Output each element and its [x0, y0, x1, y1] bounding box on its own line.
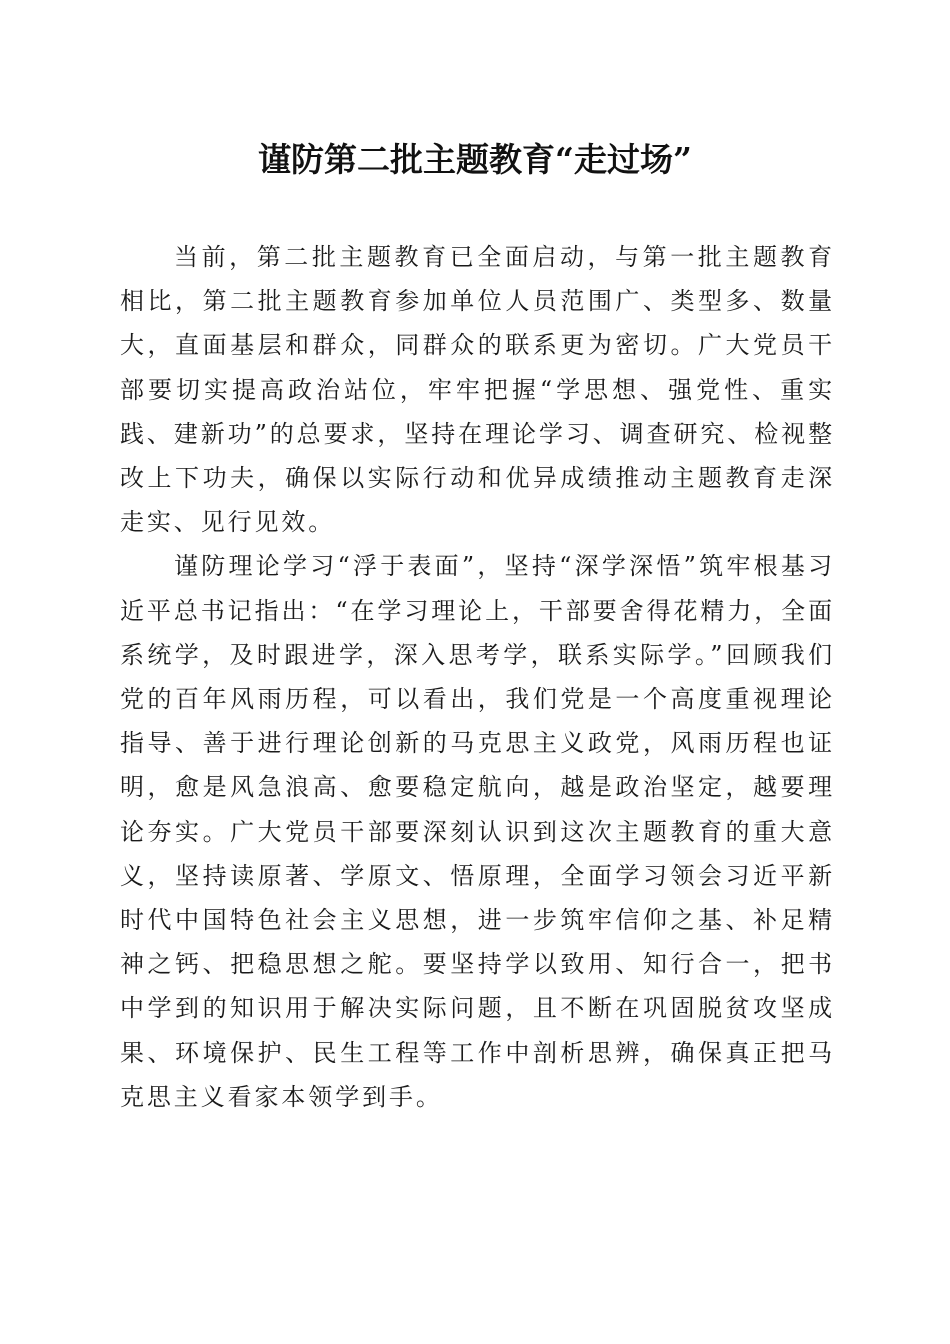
- paragraph-intro: 当前，第二批主题教育已全面启动，与第一批主题教育相比，第二批主题教育参加单位人员范围广、类型多、数量大，直面基层和群众，同群众的联系更为密切。广大党员干部要切实提高政治站位，牢牢把握“学思想、强党性、重实践、建新功”的总要求，坚持在理论学习、调查研究、检视整改上下功夫，确保以实际行动和优异成绩推动主题教育走深走实、见行见效。: [120, 243, 835, 537]
- document-body: [120, 235, 835, 1119]
- document-title: 谨防第二批主题教育“走过场”: [258, 140, 692, 179]
- paragraph-theory-study: 谨防理论学习“浮于表面”，坚持“深学深悟”筑牢根基习近平总书记指出：“在学习理论上，干部要舍得花精力，全面系统学，及时跟进学，深入思考学，联系实际学。”回顾我们党的百年风雨历程，可以看出，我们党是一个高度重视理论指导、善于进行理论创新的马克思主义政党，风雨历程也证明，愈是风急浪高、愈要稳定航向，越是政治坚定，越要理论夯实。广大党员干部要深刻认识到这次主题教育的重大意义，坚持读原著、学原文、悟原理，全面学习领会习近平新时代中国特色社会主义思想，进一步筑牢信仰之基、补足精神之钙、把稳思想之舵。要坚持学以致用、知行合一，把书中学到的知识用于解决实际问题，且不断在巩固脱贫攻坚成果、环境保护、民生工程等工作中剖析思辨，确保真正把马克思主义看家本领学到手。: [120, 552, 835, 1111]
